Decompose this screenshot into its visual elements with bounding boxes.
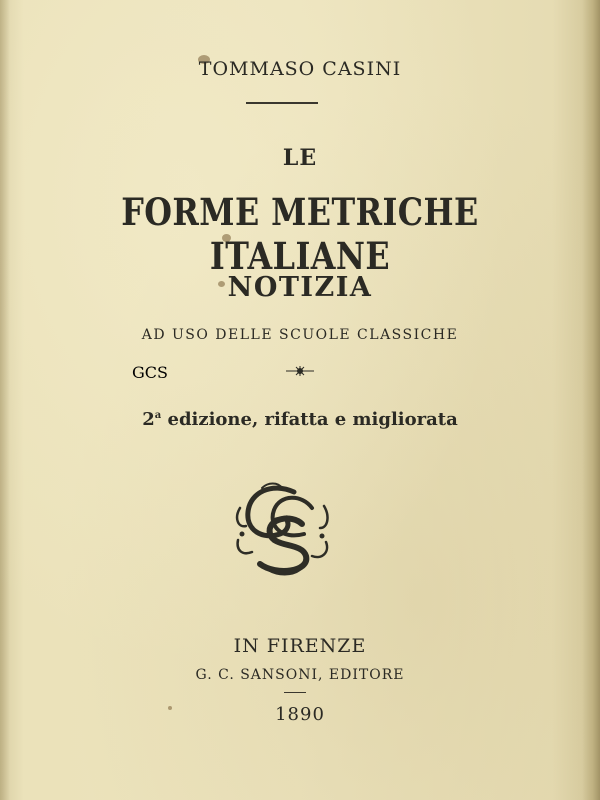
book-purpose: AD USO DELLE SCUOLE CLASSICHE: [141, 327, 459, 343]
monogram-letters: GCS: [132, 363, 168, 382]
ornament-divider: [0, 362, 600, 381]
publisher-name: G. C. SANSONI, EDITORE: [195, 667, 405, 683]
author-divider: [246, 102, 318, 104]
edition-ordinal: a: [154, 410, 162, 421]
book-subtitle: NOTIZIA: [227, 272, 373, 303]
publisher-divider: [284, 692, 306, 693]
edition-number: 2: [142, 409, 155, 430]
book-title: FORME METRICHE ITALIANE: [121, 190, 479, 278]
author-name: TOMMASO CASINI: [198, 58, 402, 80]
edition-text: edizione, rifatta e migliorata: [161, 409, 458, 430]
publication-place: IN FIRENZE: [233, 635, 367, 657]
edition-line: [0, 409, 600, 430]
title-prefix: LE: [282, 145, 318, 171]
publication-year: 1890: [275, 704, 325, 725]
asterism-ornament-icon: [285, 365, 315, 377]
